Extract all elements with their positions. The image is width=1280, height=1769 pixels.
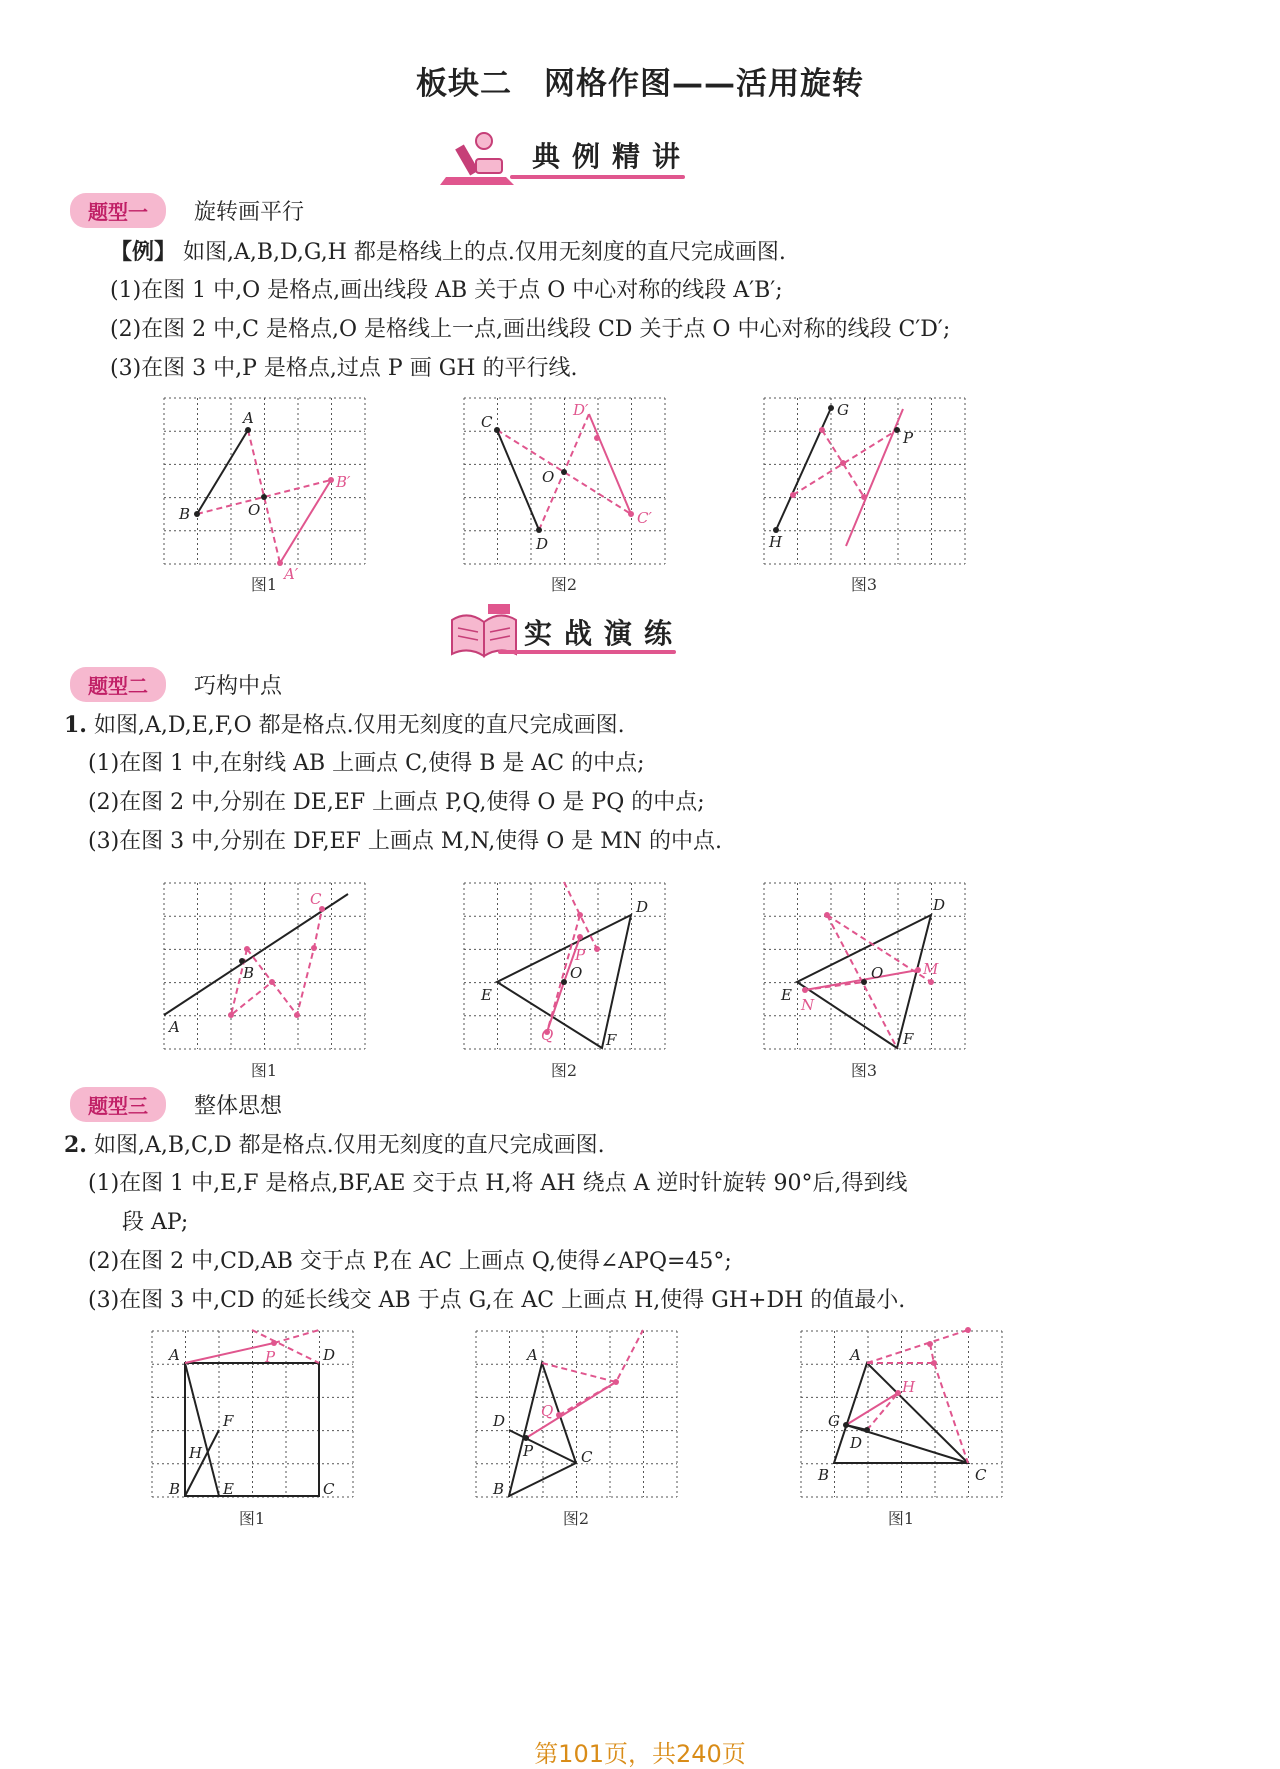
caption-r3-1: 图1 xyxy=(238,1509,266,1528)
grid-r1-1 xyxy=(164,398,365,564)
section3-line-2: 段 AP; xyxy=(122,1210,189,1235)
grid-r1-2 xyxy=(464,398,665,564)
label-f1-Ap: A′ xyxy=(284,565,299,583)
label-f1-O: O xyxy=(248,501,261,519)
section2-line-0 xyxy=(64,710,625,741)
label-f6-M: M xyxy=(923,960,939,978)
label-f8-D: D xyxy=(493,1412,506,1430)
label-f7-A: A xyxy=(169,1346,180,1364)
section3-line-0 xyxy=(64,1130,605,1161)
section1-name: 旋转画平行 xyxy=(194,199,305,225)
label-f6-D: D xyxy=(933,896,946,914)
label-f9-A: A xyxy=(850,1346,861,1364)
label-f9-C: C xyxy=(975,1466,987,1484)
label-f7-B: B xyxy=(169,1480,181,1498)
label-f5-E: E xyxy=(481,986,492,1004)
caption-r3-3: 图1 xyxy=(887,1509,915,1528)
label-f9-D: D xyxy=(850,1434,863,1452)
label-f7-C: C xyxy=(323,1480,335,1498)
section3-line-3: (2)在图 2 中,CD,AB 交于点 P,在 AC 上画点 Q,使得∠APQ=45°; xyxy=(88,1249,732,1274)
section2-name: 巧构中点 xyxy=(194,673,283,699)
figure-r3-2 xyxy=(475,1330,677,1498)
section2-line-1: (1)在图 1 中,在射线 AB 上画点 C,使得 B 是 AC 的中点; xyxy=(88,751,645,776)
caption-r2-1: 图1 xyxy=(250,1061,278,1080)
label-f8-Q: Q xyxy=(541,1402,554,1420)
figure-r3-1 xyxy=(151,1330,353,1498)
banner-examples-label: 典例精讲 xyxy=(532,140,693,173)
section1-intro: 如图,A,B,D,G,H 都是格线上的点.仅用无刻度的直尺完成画图. xyxy=(183,240,786,265)
banner-practice-label: 实战演练 xyxy=(524,617,685,650)
label-f1-Bp: B′ xyxy=(336,473,351,491)
label-f2-D: D xyxy=(536,535,549,553)
label-f4-B: B xyxy=(243,964,255,982)
grid-r2-1 xyxy=(164,883,365,1049)
label-f4-A: A xyxy=(169,1018,180,1036)
problem-1-number: 1. xyxy=(64,712,87,738)
section3-badge: 题型三 xyxy=(70,1087,166,1122)
figure-r3-3 xyxy=(800,1330,1002,1498)
banner-examples-underline xyxy=(510,175,685,179)
label-f6-E: E xyxy=(781,986,792,1004)
figure-r1-3 xyxy=(763,397,965,565)
section1-badge: 题型一 xyxy=(70,193,166,228)
label-f2-Cp: C′ xyxy=(637,509,652,527)
label-f2-C: C xyxy=(481,413,493,431)
label-f3-H: H xyxy=(769,533,783,551)
label-f5-P: P xyxy=(575,946,586,964)
label-f4-C: C xyxy=(310,890,322,908)
section2-header xyxy=(70,666,282,702)
section2-line-3: (3)在图 3 中,分别在 DF,EF 上画点 M,N,使得 O 是 MN 的中点. xyxy=(88,829,723,854)
label-f7-F: F xyxy=(223,1412,234,1430)
section3-intro: 如图,A,B,C,D 都是格点.仅用无刻度的直尺完成画图. xyxy=(93,1133,605,1158)
page-footer: 第101页，共240页 xyxy=(534,1740,746,1768)
figure-r1-1 xyxy=(163,397,365,583)
label-f5-O: O xyxy=(570,964,583,982)
label-f6-F: F xyxy=(903,1030,914,1048)
section3-name: 整体思想 xyxy=(194,1093,283,1119)
label-f2-O: O xyxy=(542,468,555,486)
label-f5-Q: Q xyxy=(541,1026,554,1044)
label-f1-A: A xyxy=(243,409,254,427)
label-f5-F: F xyxy=(606,1031,617,1049)
section1-line-0 xyxy=(110,237,786,268)
section2-line-2: (2)在图 2 中,分别在 DE,EF 上画点 P,Q,使得 O 是 PQ 的中点; xyxy=(88,790,705,815)
label-f7-P: P xyxy=(265,1348,276,1366)
figure-r2-3 xyxy=(763,882,965,1050)
figure-r2-1 xyxy=(163,882,365,1050)
label-f6-O: O xyxy=(871,964,884,982)
section1-line-1: (1)在图 1 中,O 是格点,画出线段 AB 关于点 O 中心对称的线段 A′B′; xyxy=(110,278,783,303)
label-f9-H: H xyxy=(902,1378,916,1396)
section1-header xyxy=(70,192,304,228)
label-f8-B: B xyxy=(493,1480,505,1498)
grid-r1-3 xyxy=(764,398,965,564)
label-f7-H: H xyxy=(189,1444,203,1462)
label-f7-D: D xyxy=(323,1346,336,1364)
caption-r2-3: 图3 xyxy=(850,1061,878,1080)
caption-r1-1: 图1 xyxy=(250,575,278,594)
problem-2-number: 2. xyxy=(64,1132,87,1158)
example-prefix: 【例】 xyxy=(110,239,177,265)
grid-r3-2 xyxy=(476,1331,677,1497)
label-f8-P: P xyxy=(523,1442,534,1460)
label-f6-N: N xyxy=(801,996,815,1014)
caption-r2-2: 图2 xyxy=(550,1061,578,1080)
label-f2-Dp: D′ xyxy=(573,401,589,419)
page-title: 板块二 网格作图——活用旋转 xyxy=(416,66,864,102)
label-f3-G: G xyxy=(837,401,849,419)
label-f3-P: P xyxy=(903,429,914,447)
caption-r3-2: 图2 xyxy=(562,1509,590,1528)
section2-intro: 如图,A,D,E,F,O 都是格点.仅用无刻度的直尺完成画图. xyxy=(93,713,625,738)
section1-line-2: (2)在图 2 中,C 是格点,O 是格线上一点,画出线段 CD 关于点 O 中心对称的线段 C′D′; xyxy=(110,317,951,342)
caption-r1-3: 图3 xyxy=(850,575,878,594)
microscope-icon xyxy=(440,125,520,189)
section3-header xyxy=(70,1086,282,1122)
label-f9-B: B xyxy=(818,1466,830,1484)
banner-practice-underline xyxy=(498,650,676,654)
section3-line-4: (3)在图 3 中,CD 的延长线交 AB 于点 G,在 AC 上画点 H,使得 GH+DH 的值最小. xyxy=(88,1288,906,1313)
label-f8-A: A xyxy=(527,1346,538,1364)
banner-practice xyxy=(448,600,708,670)
caption-r1-2: 图2 xyxy=(550,575,578,594)
section2-badge: 题型二 xyxy=(70,667,166,702)
label-f1-B: B xyxy=(179,505,191,523)
label-f9-G: G xyxy=(828,1412,840,1430)
label-f7-E: E xyxy=(223,1480,234,1498)
section1-line-3: (3)在图 3 中,P 是格点,过点 P 画 GH 的平行线. xyxy=(110,356,578,381)
banner-examples xyxy=(440,125,700,195)
section3-line-1: (1)在图 1 中,E,F 是格点,BF,AE 交于点 H,将 AH 绕点 A 逆时针旋转 90°后,得到线 xyxy=(88,1171,908,1196)
figure-r2-2 xyxy=(463,882,665,1050)
label-f5-D: D xyxy=(636,898,649,916)
label-f8-C: C xyxy=(581,1448,593,1466)
figure-r1-2 xyxy=(463,397,665,565)
